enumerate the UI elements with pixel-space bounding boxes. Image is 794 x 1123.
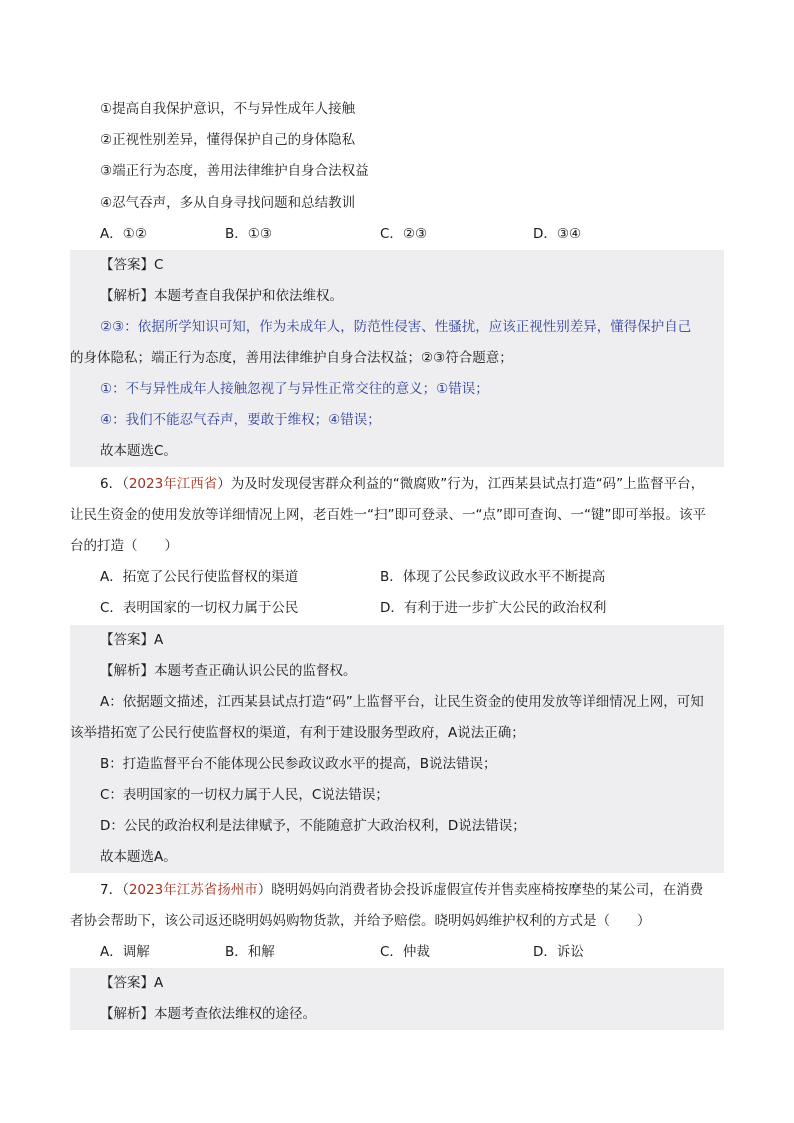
q5-option-b: B．①③ bbox=[225, 226, 272, 242]
q7-options bbox=[70, 937, 724, 968]
q7-stem-text-1: ）晓明妈妈向消费者协会投诉虚假宣传并售卖座椅按摩垫的某公司，在消费 bbox=[257, 882, 704, 898]
q6-stem-line-1 bbox=[70, 469, 724, 500]
q5-options bbox=[70, 219, 724, 250]
q6-analysis-a-line-2: 该举措拓宽了公民行使监督权的渠道，有利于建设服务型政府，A说法正确； bbox=[70, 718, 724, 749]
q6-stem-line-3: 台的打造（ ） bbox=[70, 538, 178, 554]
q7-stem-line-1 bbox=[70, 875, 724, 906]
q6-analysis-c: C：表明国家的一切权力属于人民，C说法错误； bbox=[70, 780, 724, 811]
q6-conclusion: 故本题选A。 bbox=[70, 842, 724, 873]
q5-analysis-line-2: 的身体隐私；端正行为态度，善用法律维护自身合法权益；②③符合题意； bbox=[70, 343, 724, 374]
q5-item-1: ①提高自我保护意识，不与异性成年人接触 bbox=[100, 101, 356, 117]
q5-item-2: ②正视性别差异，懂得保护自己的身体隐私 bbox=[100, 132, 356, 148]
q7-stem-line-2: 者协会帮助下，该公司返还晓明妈妈购物货款，并给予赔偿。晓明妈妈维护权利的方式是（ ） bbox=[70, 913, 651, 929]
q7-analysis-intro: 【解析】本题考查依法维权的途径。 bbox=[70, 999, 724, 1030]
q5-analysis-line-1: ②③：依据所学知识可知，作为未成年人，防范性侵害、性骚扰，应该正视性别差异，懂得保护自己 bbox=[70, 312, 724, 343]
q6-option-a: A．拓宽了公民行使监督权的渠道 bbox=[100, 569, 299, 585]
q6-option-b: B．体现了公民参政议政水平不断提高 bbox=[380, 569, 606, 585]
q5-analysis-line-4: ④：我们不能忍气吞声，要敢于维权；④错误； bbox=[70, 405, 724, 436]
q6-options-row-1 bbox=[70, 562, 724, 593]
q6-number: 6．（ bbox=[100, 476, 129, 492]
q6-analysis-d: D：公民的政治权利是法律赋予，不能随意扩大政治权利，D说法错误； bbox=[70, 811, 724, 842]
q5-answer: 【答案】C bbox=[70, 250, 724, 281]
q7-answer: 【答案】A bbox=[70, 968, 724, 999]
q7-number: 7．（ bbox=[100, 882, 129, 898]
q5-analysis-line-3: ①：不与异性成年人接触忽视了与异性正常交往的意义；①错误； bbox=[70, 374, 724, 405]
q6-option-c: C．表明国家的一切权力属于公民 bbox=[100, 600, 299, 616]
q7-option-c: C．仲裁 bbox=[380, 944, 430, 960]
q5-option-c: C．②③ bbox=[380, 226, 428, 242]
q5-analysis-intro: 【解析】本题考查自我保护和依法维权。 bbox=[70, 281, 724, 312]
q6-answer: 【答案】A bbox=[70, 625, 724, 656]
q5-option-d: D．③④ bbox=[533, 226, 582, 242]
q7-source: 2023年江苏省扬州市 bbox=[128, 882, 258, 898]
q5-option-a: A．①② bbox=[100, 226, 147, 242]
q6-analysis-intro: 【解析】本题考查正确认识公民的监督权。 bbox=[70, 656, 724, 687]
q6-option-d: D．有利于进一步扩大公民的政治权利 bbox=[380, 600, 607, 616]
q7-option-d: D．诉讼 bbox=[533, 944, 584, 960]
q6-analysis-a-line-1: A：依据题文描述，江西某县试点打造“码”上监督平台，让民生资金的使用发放等详细情况上网，可知 bbox=[70, 687, 724, 718]
q7-option-a: A．调解 bbox=[100, 944, 150, 960]
q6-stem-text-1: ）为及时发现侵害群众利益的“微腐败”行为，江西某县试点打造“码”上监督平台， bbox=[217, 476, 705, 492]
q6-source: 2023年江西省 bbox=[128, 476, 218, 492]
q6-options-row-2 bbox=[70, 593, 724, 624]
q5-item-3: ③端正行为态度，善用法律维护自身合法权益 bbox=[100, 163, 369, 179]
q6-analysis-b: B：打造监督平台不能体现公民参政议政水平的提高，B说法错误； bbox=[70, 749, 724, 780]
q7-option-b: B．和解 bbox=[225, 944, 275, 960]
q5-item-4: ④忍气吞声，多从自身寻找问题和总结教训 bbox=[100, 195, 356, 211]
q6-stem-line-2: 让民生资金的使用发放等详细情况上网，老百姓一“扫”即可登录、一“点”即可查询、一“键”即可举报。该平 bbox=[70, 507, 706, 523]
q5-conclusion: 故本题选C。 bbox=[70, 436, 724, 467]
